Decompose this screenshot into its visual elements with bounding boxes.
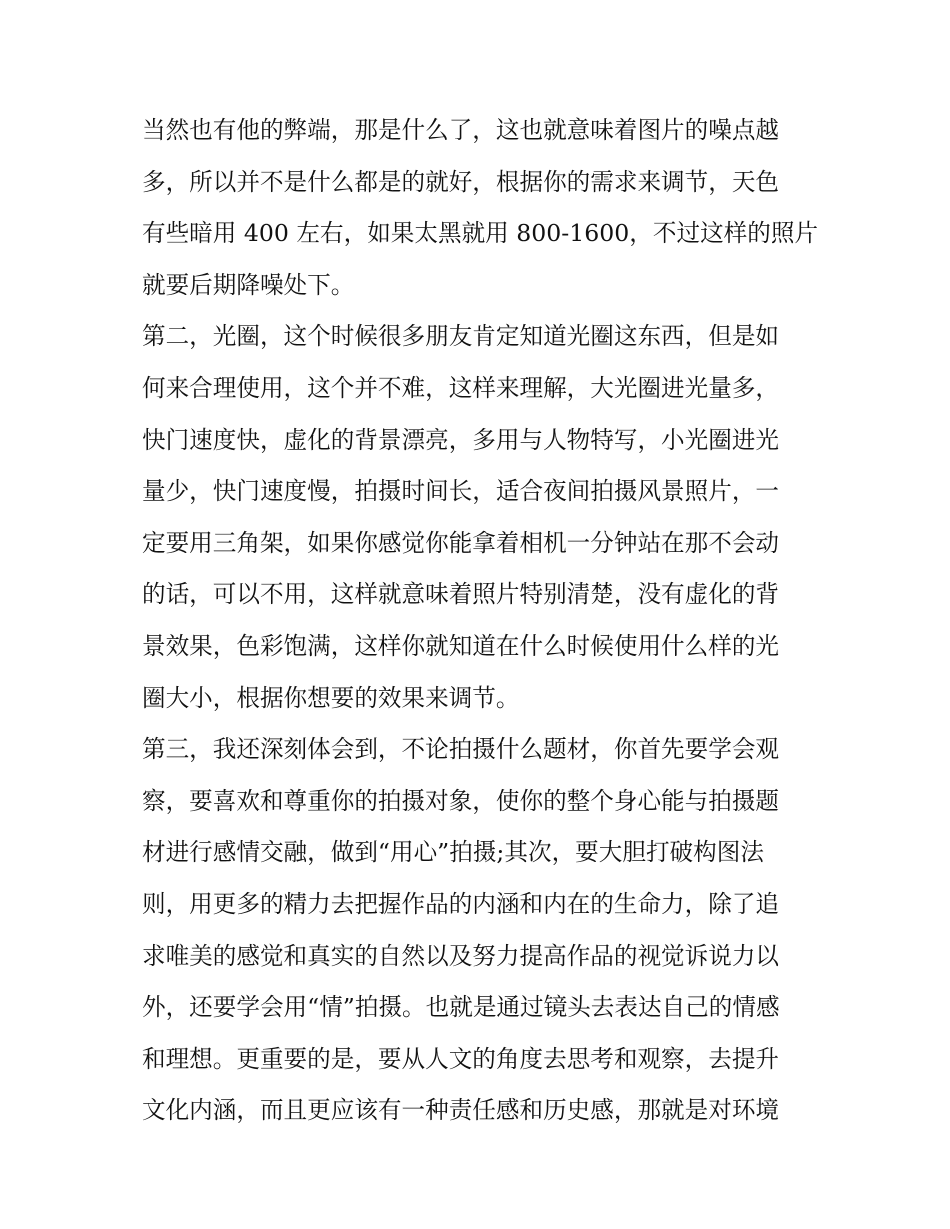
body-text [142, 105, 822, 1137]
text-line: 察，要喜欢和尊重你的拍摄对象，使你的整个身心能与拍摄题 [142, 786, 780, 815]
text-line: 文化内涵，而且更应该有一种责任感和历史感，那就是对环境 [142, 1096, 780, 1125]
text-line: 量少，快门速度慢，拍摄时间长，适合夜间拍摄风景照片，一 [142, 477, 780, 506]
text-line: 的话，可以不用，这样就意味着照片特别清楚，没有虚化的背 [142, 580, 780, 609]
text-line: 多，所以并不是什么都是的就好，根据你的需求来调节，天色 [142, 167, 780, 196]
text-line: 何来合理使用，这个并不难，这样来理解，大光圈进光量多， [142, 373, 780, 402]
text-line: 景效果，色彩饱满，这样你就知道在什么时候使用什么样的光 [142, 631, 780, 660]
text-line: 圈大小，根据你想要的效果来调节。 [142, 683, 520, 712]
text-line: 第三，我还深刻体会到，不论拍摄什么题材，你首先要学会观 [142, 735, 780, 764]
text-line: 就要后期降噪处下。 [142, 270, 355, 299]
text-line: 材进行感情交融，做到“用心”拍摄;其次，要大胆打破构图法 [142, 838, 764, 867]
text-line: 有些暗用 400 左右，如果太黑就用 800-1600，不过这样的照片 [142, 219, 819, 248]
text-line: 第二，光圈，这个时候很多朋友肯定知道光圈这东西，但是如 [142, 322, 780, 351]
text-line: 快门速度快，虚化的背景漂亮，多用与人物特写，小光圈进光 [142, 425, 780, 454]
text-line: 求唯美的感觉和真实的自然以及努力提高作品的视觉诉说力以 [142, 941, 780, 970]
text-line: 外，还要学会用“情”拍摄。也就是通过镜头去表达自己的情感 [142, 993, 780, 1022]
text-line: 定要用三角架，如果你感觉你能拿着相机一分钟站在那不会动 [142, 528, 780, 557]
text-line: 则，用更多的精力去把握作品的内涵和内在的生命力，除了追 [142, 889, 780, 918]
text-line: 当然也有他的弊端，那是什么了，这也就意味着图片的噪点越 [142, 116, 780, 144]
text-line: 和理想。更重要的是，要从人文的角度去思考和观察，去提升 [142, 1044, 780, 1073]
